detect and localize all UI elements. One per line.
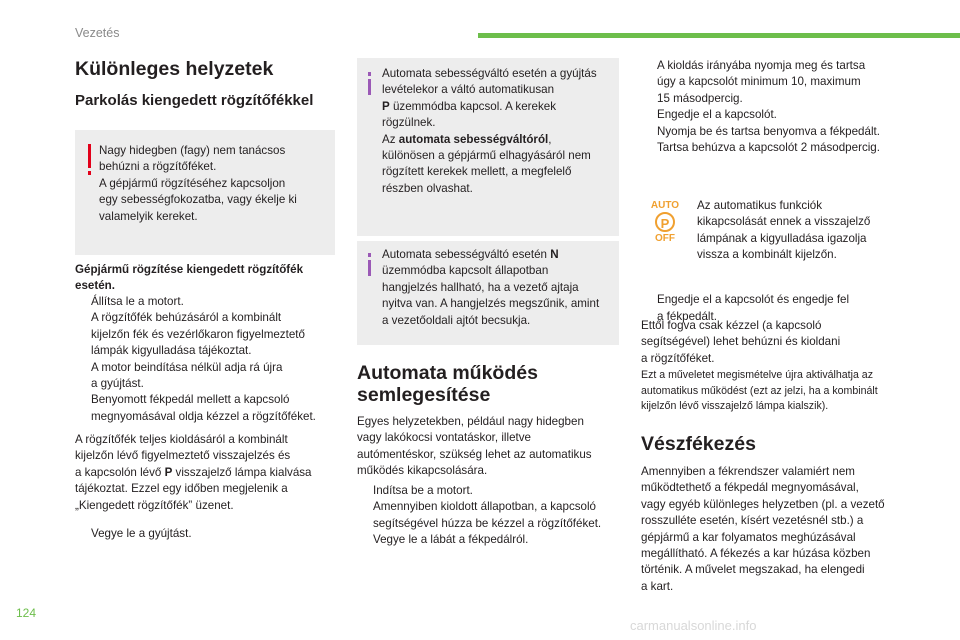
list-item: Amennyiben kioldott állapotban, a kapcsoló segítségével húzza be kézzel a rögzítőféket. [373,500,602,530]
section-title-special: Különleges helyzetek [75,58,274,80]
section-title-emergency: Vészfékezés [641,433,756,455]
icon-description: Az automatikus funkciók kikapcsolását ennek a visszajelző lámpának a kigyulladása igazolja vissza a kombinált kijelzőn. [697,199,871,262]
list-item: Indítsa be a motort. [373,484,473,497]
warning-box [75,130,335,255]
chapter-bar [478,33,960,38]
chapter-title: Vezetés [75,26,120,40]
warning-icon [88,144,91,168]
release-paragraph: A rögzítőfék teljes kioldásáról a kombinált kijelzőn lévő figyelmeztető visszajelzés és a kapcsolón lévő P visszajelző lámpa kialvása tájékoztat. Ezzel egy időben megjelenik a „Kiengedett rögzítőfék” üzenet. [75,433,312,512]
list-item: Állítsa le a motort. A rögzítőfék behúzásáról a kombinált kijelzőn fék és vezérlőkaron figyelmeztető lámpák kigyulladása tájékoztat. [91,295,305,358]
list-item: A motor beindítása nélkül adja rá újra a gyújtást. [91,360,283,391]
info-box-2: Automata sebességváltó esetén N üzemmódba kapcsolt állapotban hangjelzés hallható, ha a vezető ajtaja nyitva van. A hangjelzés megszűnik, amint a vezetőoldali ajtót becsukja. [357,241,619,345]
list-item: Vegye le a lábát a fékpedálról. [373,533,529,547]
manual-paragraph: Ettől fogva csak kézzel (a kapcsoló segítségével) lehet behúzni és kioldani a rögzítőféket. [641,319,841,365]
list-item: Engedje el a kapcsolót. [657,108,777,122]
steps-list-2 [357,483,629,549]
info-box-1: Automata sebességváltó esetén a gyújtás levételekor a váltó automatikusan P üzemmódba kapcsol. A kerekek rögzülnek. Az automata sebességváltóról, különösen a gépjármű elhagyásáról nem rögzített kerekek mellett, a megfelelő részben olvashat. [357,58,619,236]
auto-paragraph: Egyes helyzetekben, például nagy hidegben vagy lakókocsi vontatáskor, illetve autómentéskor, szükség lehet az automatikus működés kikapcsolására. [357,415,592,478]
steps-heading: Gépjármű rögzítése kiengedett rögzítőfék esetén. [75,263,304,293]
list-item: A kioldás irányába nyomja meg és tartsa úgy a kapcsolót minimum 10, maximum 15 másodpercig. [657,59,866,105]
list-item: Benyomott fékpedál mellett a kapcsoló megnyomásával oldja kézzel a rögzítőféket. [91,393,316,423]
note-paragraph: Ezt a műveletet megismételve újra aktiválhatja az automatikus működést (ezt az jelzi, ha a kombinált kijelzőn lévő visszajelző lámpa kialszik). [641,369,878,413]
info-icon [368,72,371,76]
list-item: Tartsa behúzva a kapcsolót 2 másodpercig. [657,141,880,155]
warning-text: Nagy hidegben (fagy) nem tanácsos behúzni a rögzítőféket. A gépjármű rögzítéséhez kapcsoljon egy sebességfokozatba, vagy ékelje ki valamelyik kereket. [99,144,297,223]
auto-p-off-icon: AUTO P OFF [650,200,680,244]
list-item: Nyomja be és tartsa benyomva a fékpedált. [657,124,880,138]
emergency-paragraph: Amennyiben a fékrendszer valamiért nem működtethető a fékpedál megnyomásával, vagy egyéb különleges helyzetben (pl. a vezető rosszulléte esetén, kísért vezetésnél stb.) a gépjármű a kar folyamatos meghúzásával megállítható. A fékezés a kar húzása közben történik. A művelet megszakad, ha elengedi a kart. [641,465,885,593]
watermark: carmanualsonline.info [630,618,757,633]
info-icon [368,253,371,257]
list-item: Engedje el a kapcsolót és engedje fel a fékpedált. [657,293,850,323]
page-number: 124 [16,606,37,620]
steps-list-1 [75,294,345,425]
list-item: Vegye le a gyújtást. [91,527,192,540]
steps-list-3 [641,58,911,156]
subsection-title-parking: Parkolás kiengedett rögzítőfékkel [75,92,314,109]
section-title-auto: Automata működés semlegesítése [357,362,538,407]
